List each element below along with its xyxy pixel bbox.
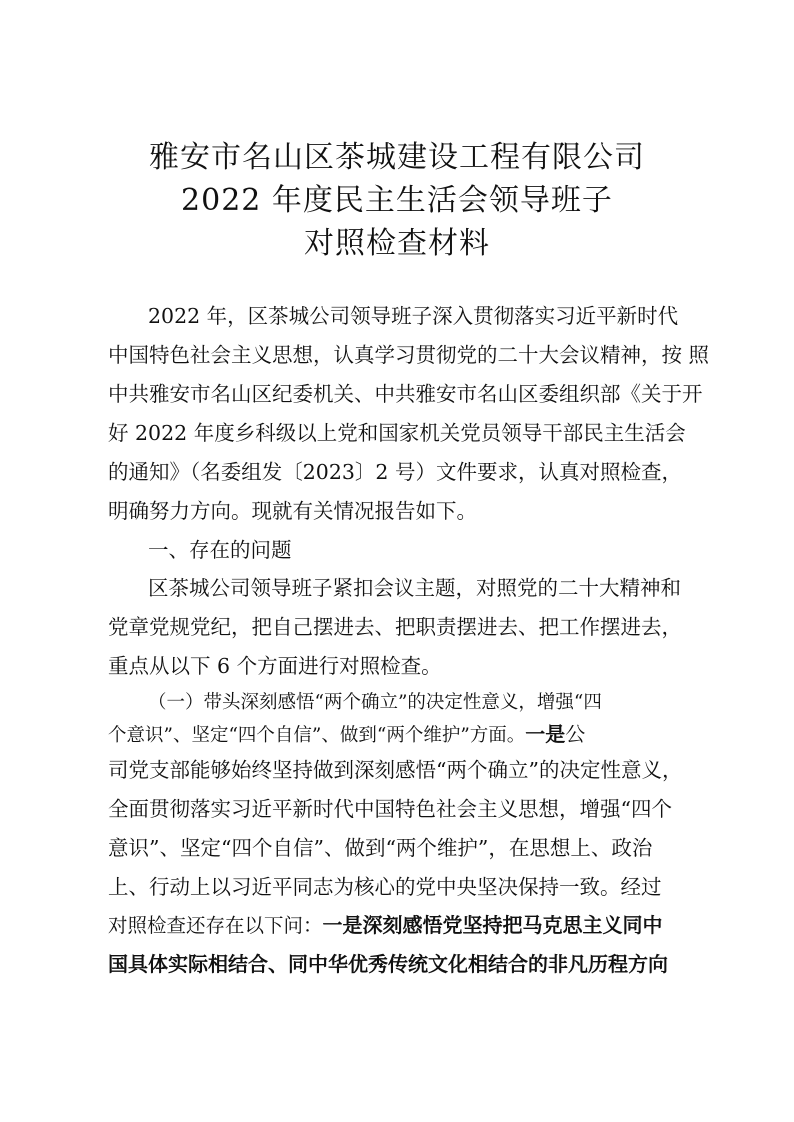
intro-line: 明确努力方向。现就有关情况报告如下。 (108, 499, 477, 523)
subsection-body-line: 意识”、坚定“四个自信”、做到“两个维护”，在思想上、政治 (108, 836, 653, 860)
section-line: 区茶城公司领导班子紧扣会议主题，对照党的二十大精神和 (148, 576, 681, 600)
subsection-body-line: 上、行动上以习近平同志为核心的党中央坚决保持一致。经过 (108, 875, 662, 899)
subsection-heading-line (108, 724, 585, 746)
intro-line: 2022 年，区茶城公司领导班子深入贯彻落实习近平新时代 (148, 304, 679, 328)
section-line: 重点从以下 6 个方面进行对照检查。 (108, 654, 442, 678)
subsection-body-line: 全面贯彻落实习近平新时代中国特色社会主义思想，增强“四个 (108, 797, 672, 821)
intro-line: 的通知》（名委组发〔2023〕2 号）文件要求，认真对照检查， (108, 460, 682, 484)
intro-line: 中共雅安市名山区纪委机关、中共雅安市名山区委组织部《关于开 (108, 382, 703, 406)
document-title-line-3: 对照检查材料 (304, 226, 490, 261)
subsection-heading-text: 个意识”、坚定“四个自信”、做到“两个维护”方面。 (108, 725, 526, 746)
continuation-text: 公 (565, 722, 586, 746)
intro-line: 中国特色社会主义思想，认真学习贯彻党的二十大会议精神，按 照 (108, 343, 710, 367)
emphasis-text: 一是深刻感悟党坚持把马克思主义同中 (322, 913, 663, 937)
document-title-line-1: 雅安市名山区茶城建设工程有限公司 (149, 140, 645, 175)
section-line: 党章党规党纪，把自己摆进去、把职责摆进去、把工作摆进去， (108, 615, 682, 639)
subsection-emphasis-line: 国具体实际相结合、同中华优秀传统文化相结合的非凡历程方向 (108, 952, 668, 976)
subsection-heading-line: （一）带头深刻感悟“两个确立”的决定性意义，增强“四 (148, 692, 602, 713)
subsection-body-line: 司党支部能够始终坚持做到深刻感悟“两个确立”的决定性意义， (108, 758, 683, 782)
emphasis-text: 一是 (525, 722, 566, 746)
intro-line: 好 2022 年度乡科级以上党和国家机关党员领导干部民主生活会 (108, 421, 686, 445)
document-title-line-2: 2022 年度民主生活会领导班子 (181, 183, 613, 218)
check-text: 对照检查还存在以下问： (108, 914, 323, 937)
section-heading: 一、存在的问题 (148, 538, 292, 562)
subsection-body-line (108, 915, 663, 936)
